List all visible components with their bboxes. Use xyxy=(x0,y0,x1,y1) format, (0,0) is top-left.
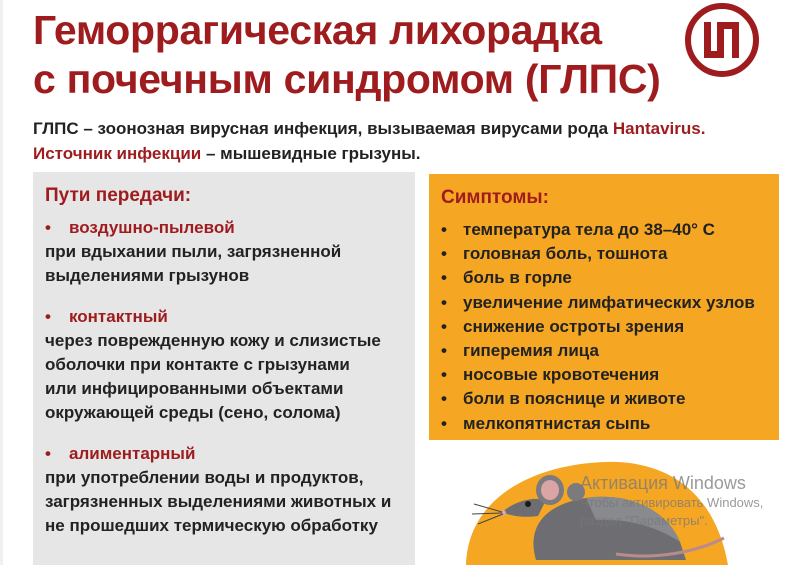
route-description-line: оболочки при контакте с грызунами xyxy=(45,355,350,374)
intro-virus-genus: Hantavirus. xyxy=(612,119,706,138)
route-name-text: контактный xyxy=(69,307,168,326)
intro-line-1 xyxy=(33,116,773,141)
bullet-icon: • xyxy=(45,307,51,326)
route-name xyxy=(45,442,415,466)
bullet-icon: • xyxy=(441,389,447,409)
intro-source-value: – мышевидные грызуны. xyxy=(201,144,421,163)
route-description-line: через поврежденную кожу и слизистые xyxy=(45,331,381,350)
bullet-icon: • xyxy=(441,413,447,433)
watermark-line-1: Чтобы активировать Windows, xyxy=(580,495,764,510)
intro-text xyxy=(33,116,773,166)
bullet-icon: • xyxy=(45,444,51,463)
route-description-line: загрязненных выделениями животных и xyxy=(45,492,392,511)
symptom-text: боли в пояснице и животе xyxy=(463,389,686,409)
transmission-route xyxy=(45,216,415,288)
route-name-text: воздушно-пылевой xyxy=(69,218,235,237)
symptom-text: гиперемия лица xyxy=(463,341,599,361)
symptom-text: головная боль, тошнота xyxy=(463,244,668,264)
route-description-line: выделениями грызунов xyxy=(45,266,250,285)
route-description-line: или инфицированными объектами xyxy=(45,379,344,398)
symptoms-panel xyxy=(429,174,779,440)
symptom-text: увеличение лимфатических узлов xyxy=(463,292,755,312)
route-name xyxy=(45,216,415,240)
logo-icon xyxy=(684,2,760,78)
page-edge xyxy=(0,0,3,565)
symptom-item xyxy=(441,339,779,363)
symptom-item xyxy=(441,412,779,436)
bullet-icon: • xyxy=(441,292,447,312)
symptom-item xyxy=(441,218,779,242)
symptom-item xyxy=(441,387,779,411)
route-name-text: алиментарный xyxy=(69,444,196,463)
bullet-icon: • xyxy=(441,365,447,385)
transmission-route xyxy=(45,305,415,425)
intro-source-label: Источник инфекции xyxy=(33,144,202,163)
bullet-icon: • xyxy=(45,218,51,237)
transmission-panel xyxy=(33,172,415,565)
bullet-icon: • xyxy=(441,268,447,288)
title-line-1: Геморрагическая лихорадка xyxy=(33,7,602,53)
symptom-text: мелкопятнистая сыпь xyxy=(463,413,651,433)
bullet-icon: • xyxy=(441,244,447,264)
symptom-item xyxy=(441,315,779,339)
symptom-item xyxy=(441,363,779,387)
transmission-routes xyxy=(45,216,415,538)
bullet-icon: • xyxy=(441,220,447,239)
transmission-route xyxy=(45,442,415,538)
page-title xyxy=(33,6,683,104)
bullet-icon: • xyxy=(441,316,447,336)
symptoms-list xyxy=(441,218,779,436)
symptom-text: носовые кровотечения xyxy=(463,365,660,385)
symptom-text: боль в горле xyxy=(463,268,572,288)
transmission-heading: Пути передачи: xyxy=(45,185,192,206)
intro-definition: ГЛПС – зоонозная вирусная инфекция, вызываемая вирусами рода xyxy=(33,119,613,138)
symptom-item xyxy=(441,291,779,315)
route-description-line: при употреблении воды и продуктов, xyxy=(45,468,364,487)
route-description-line: при вдыхании пыли, загрязненной xyxy=(45,242,342,261)
symptom-item xyxy=(441,242,779,266)
symptom-text: снижение остроты зрения xyxy=(463,316,685,336)
symptoms-heading: Симптомы: xyxy=(441,187,549,208)
symptom-item xyxy=(441,266,779,290)
watermark-title: Активация Windows xyxy=(580,473,746,493)
watermark-line-2: раздел "Параметры". xyxy=(580,513,708,528)
windows-activation-watermark xyxy=(580,472,763,530)
bullet-icon: • xyxy=(441,341,447,361)
route-description-line: не прошедших термическую обработку xyxy=(45,516,378,535)
symptom-text: температура тела до 38–40° С xyxy=(463,220,715,239)
route-description-line: окружающей среды (сено, солома) xyxy=(45,403,341,422)
intro-line-2 xyxy=(33,141,773,166)
title-line-2: с почечным синдромом (ГЛПС) xyxy=(33,56,661,102)
route-name xyxy=(45,305,415,329)
